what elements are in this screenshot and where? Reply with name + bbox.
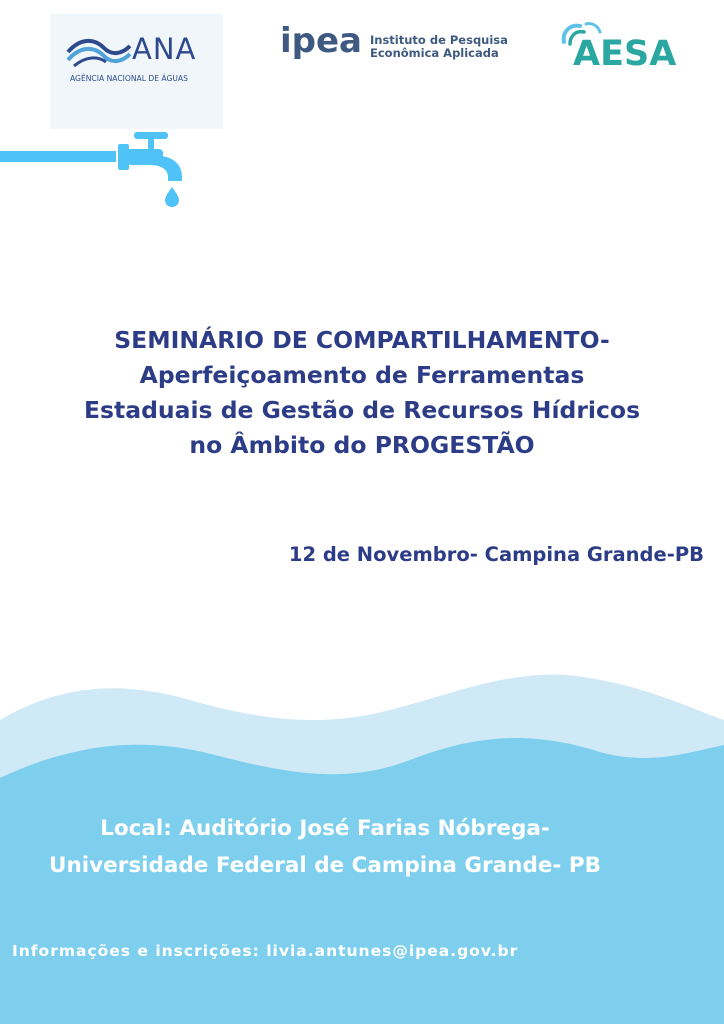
ana-wave-icon (64, 30, 134, 70)
title-line-1: SEMINÁRIO DE COMPARTILHAMENTO- (114, 326, 610, 354)
title-line-4: no Âmbito do PROGESTÃO (189, 431, 535, 459)
location-line-2: Universidade Federal de Campina Grande- PB (49, 853, 601, 878)
aesa-logo (556, 18, 686, 78)
ana-logo-name: ANA (132, 32, 197, 66)
event-title (40, 323, 684, 463)
ipea-subtitle-line2: Econômica Aplicada (370, 46, 499, 60)
location-line-1: Local: Auditório José Farias Nóbrega- (100, 816, 550, 841)
ipea-logo-name: ipea (280, 21, 362, 61)
aesa-logo-name: AESA (573, 34, 677, 74)
ipea-logo-subtitle (370, 34, 510, 60)
event-date: 12 de Novembro- Campina Grande-PB (288, 543, 704, 566)
title-line-3: Estaduais de Gestão de Recursos Hídricos (83, 396, 641, 424)
contact-info: Informações e inscrições: livia.antunes@ipea.gov.br (12, 942, 519, 960)
faucet-icon (0, 125, 200, 215)
ana-logo-subtitle: AGÊNCIA NACIONAL DE ÁGUAS (70, 74, 188, 83)
ipea-subtitle-line1: Instituto de Pesquisa (370, 33, 508, 47)
water-drop-icon (165, 187, 179, 207)
title-line-2: Aperfeiçoamento de Ferramentas (139, 361, 585, 389)
event-location (0, 810, 650, 884)
ana-logo (50, 14, 223, 129)
